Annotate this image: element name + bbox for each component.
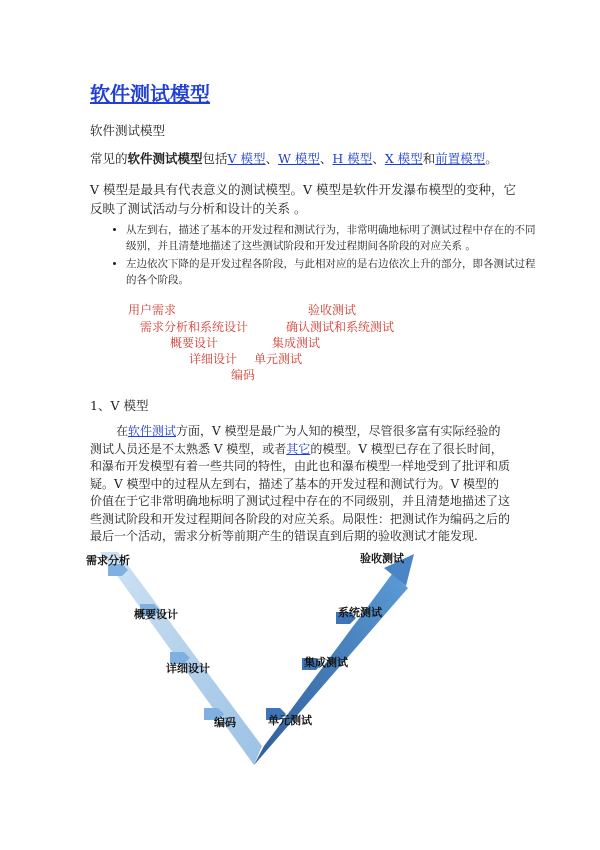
link-other[interactable]: 其它 (286, 441, 311, 456)
diagram-label-detailed-design: 详细设计 (166, 662, 210, 675)
red-left-2: 需求分析和系统设计 (140, 320, 249, 334)
diagram-label-unit-test: 单元测试 (268, 714, 312, 727)
body-part2: 的模型。V 模型已存在了很长时间，和瀑布开发模型有着一些共同的特性，由此也和瀑布模型一样地受到了批评和质疑。V 模型中的过程从左到右，描述了基本的开发过程和测试行为。V 模型的价值在于它非常明确地标明了测试过程中存在的不同级别，并且清楚地描述了这些测试阶段和开发过程期间各阶段的对应关系。局限性：把测试作为编码之后的最后一个活动，需求分析等前期产生的错误直到后期的验收测试才能发现. (90, 441, 511, 543)
link-v-model[interactable]: V 模型 (227, 151, 266, 166)
body-paragraph (90, 423, 510, 546)
conjunction: 和 (422, 151, 436, 166)
red-left-1: 用户需求 (128, 303, 177, 317)
red-right-1: 验收测试 (308, 303, 357, 317)
separator: 、 (265, 151, 279, 166)
link-h-model[interactable]: H 模型 (332, 151, 373, 166)
list-item: • 左边依次下降的是开发过程各阶段，与此相对应的是右边依次上升的部分，即各测试过程的各个阶段。 (126, 256, 536, 288)
intro-prefix: 常见的 (90, 151, 128, 166)
diagram-label-system-test: 系统测试 (338, 606, 382, 619)
definition-paragraph: V 模型是最具有代表意义的测试模型。V 模型是软件开发瀑布模型的变种，它反映了测试活动与分析和设计的关系 。 (90, 182, 517, 216)
subtitle: 软件测试模型 (90, 123, 166, 138)
link-x-model[interactable]: X 模型 (384, 151, 423, 166)
red-right-4: 单元测试 (254, 352, 303, 366)
red-left-4: 详细设计 (189, 352, 238, 366)
link-w-model[interactable]: W 模型 (278, 151, 320, 166)
diagram-label-requirements: 需求分析 (86, 554, 130, 567)
v-model-diagram (84, 540, 424, 775)
red-right-2: 确认测试和系统测试 (286, 320, 395, 334)
intro-mid: 包括 (202, 151, 228, 166)
red-right-3: 集成测试 (272, 336, 321, 350)
red-bottom: 编码 (231, 368, 256, 382)
bullet-list (104, 222, 536, 290)
body-prefix: 在 (116, 424, 129, 438)
link-pre-model[interactable]: 前置模型 (435, 151, 486, 166)
diagram-label-acceptance-test: 验收测试 (360, 552, 404, 565)
body-part1: 方面，V 模型是最广为人知的模型，尽管很多富有实际经验的测试人员还是不太熟悉 V 模型，或者 (90, 424, 501, 456)
intro-paragraph (90, 149, 520, 168)
diagram-label-coding: 编码 (214, 716, 236, 729)
red-left-3: 概要设计 (170, 336, 219, 350)
diagram-label-outline-design: 概要设计 (134, 608, 178, 621)
v-right-arm (254, 574, 408, 765)
link-software-testing[interactable]: 软件测试 (128, 424, 177, 438)
list-item: • 从左到右，描述了基本的开发过程和测试行为，非常明确地标明了测试过程中存在的不同级别，并且清楚地描述了这些测试阶段和开发过程期间各阶段的对应关系 。 (126, 222, 536, 254)
page-title[interactable]: 软件测试模型 (90, 82, 210, 106)
separator: 、 (372, 151, 385, 166)
intro-bold: 软件测试模型 (127, 151, 203, 166)
section-title: 1、V 模型 (90, 398, 149, 413)
separator: 、 (319, 151, 333, 166)
period: 。 (485, 151, 498, 166)
diagram-label-integration-test: 集成测试 (304, 656, 348, 669)
